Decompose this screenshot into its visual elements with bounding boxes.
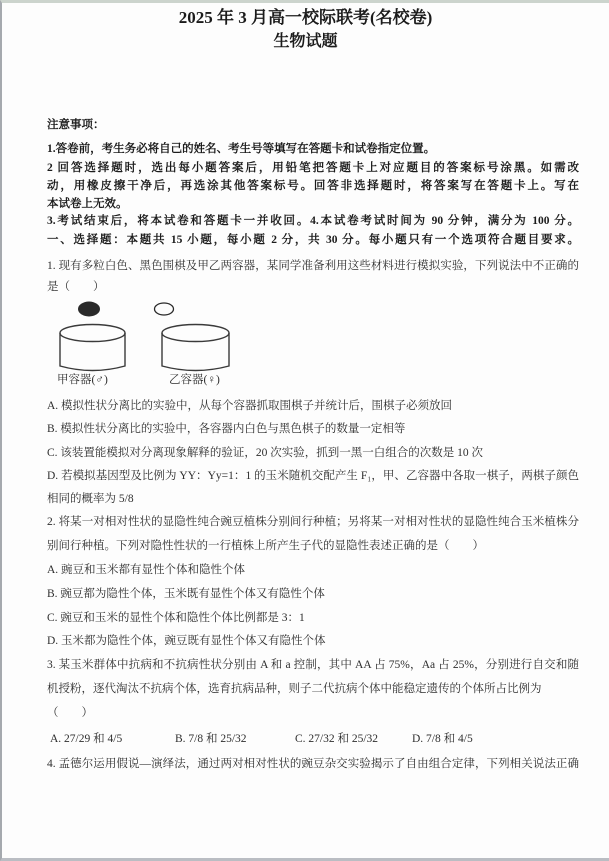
notice-line-3: 动，用橡皮擦干净后，再选涂其他答案标号。回答非选择题时，将答案写在答题卡上。写在 <box>47 180 579 192</box>
question-4-stem-line-1: 4. 孟德尔运用假说—演绎法，通过两对相对性状的豌豆杂交实验揭示了自由组合定律，下列相关说法正确 <box>47 758 579 770</box>
question-2-option-a: A. 豌豆和玉米都有显性个体和隐性个体 <box>47 564 246 576</box>
question-2-option-d: D. 玉米都为隐性个体，豌豆既有显性个体又有隐性个体 <box>47 635 326 647</box>
question-1-stem-line-1: 1. 现有多粒白色、黑色围棋及甲乙两容器，某同学准备利用这些材料进行模拟实验，下列说法中不正确的 <box>47 260 579 272</box>
question-2-stem-line-1: 2. 将某一对相对性状的显隐性纯合豌豆植株分别间行种植；另将某一对相对性状的显隐性纯合玉米植株分 <box>47 516 579 528</box>
exam-title: 2025 年 3 月高一校际联考(名校卷) <box>178 8 433 27</box>
question-1-option-c: C. 该装置能模拟对分离现象解释的验证，20 次实验，抓到一黑一白组合的次数是 10 次 <box>47 447 484 459</box>
black-go-stone <box>78 302 100 317</box>
question-3-option-d: D. 7/8 和 4/5 <box>412 733 473 745</box>
notice-line-2: 2 回答选择题时，选出每小题答案后，用铅笔把答题卡上对应题目的答案标号涂黑。如需改 <box>47 162 579 174</box>
question-2-option-b: B. 豌豆都为隐性个体，玉米既有显性个体又有隐性个体 <box>47 588 325 600</box>
question-1-figure <box>42 295 272 377</box>
exam-subject: 生物试题 <box>273 33 338 50</box>
question-3-stem-line-3: （ ） <box>47 707 93 719</box>
question-3-option-a: A. 27/29 和 4/5 <box>50 733 123 745</box>
question-3-stem-line-2: 机授粉，逐代淘汰不抗病个体，选育抗病品种，则子二代抗病个体中能稳定遗传的个体所占比例为 <box>47 683 542 695</box>
container-a-label: 甲容器(♂) <box>57 374 108 386</box>
question-3-option-b: B. 7/8 和 25/32 <box>175 733 247 745</box>
question-2-stem-line-2: 别间行种植。下列对隐性性状的一行植株上所产生子代的显隐性表述正确的是（ ） <box>47 540 484 552</box>
notice-line-4: 本试卷上无效。 <box>47 198 128 210</box>
question-2-option-c: C. 豌豆和玉米的显性个体和隐性个体比例都是 3：1 <box>47 612 305 624</box>
container-b-figure <box>162 325 229 371</box>
question-3-option-c: C. 27/32 和 25/32 <box>295 733 379 745</box>
container-a-figure <box>60 325 125 371</box>
question-1-stem-line-2: 是（ ） <box>47 281 105 293</box>
question-3-stem-line-1: 3. 某玉米群体中抗病和不抗病性状分别由 A 和 a 控制，其中 AA 占 75%，Aa 占 25%，分别进行自交和随 <box>47 659 579 671</box>
white-go-stone <box>155 303 174 315</box>
notice-line-5: 3.考试结束后，将本试卷和答题卡一并收回。4.本试卷考试时间为 90 分钟，满分为 100 分。 <box>47 215 579 227</box>
question-1-option-d-line-1: D. 若模拟基因型及比例为 YY：Yy=1：1 的玉米随机交配产生 F₁，甲、乙容器中各取一棋子，两棋子颜色 <box>47 470 579 482</box>
question-1-option-d-line-2: 相同的概率为 5/8 <box>47 493 134 505</box>
notice-line-1: 1.答卷前，考生务必将自己的姓名、考生号等填写在答题卡和试卷指定位置。 <box>47 143 436 155</box>
question-1-option-a: A. 模拟性状分离比的实验中，从每个容器抓取围棋子并统计后，围棋子必须放回 <box>47 400 453 412</box>
notice-heading: 注意事项： <box>47 119 105 131</box>
section-heading: 一、选择题：本题共 15 小题，每小题 2 分，共 30 分。每小题只有一个选项符合题目要求。 <box>47 234 579 246</box>
container-b-label: 乙容器(♀) <box>169 374 220 386</box>
question-1-option-b: B. 模拟性状分离比的实验中，各容器内白色与黑色棋子的数量一定相等 <box>47 423 406 435</box>
